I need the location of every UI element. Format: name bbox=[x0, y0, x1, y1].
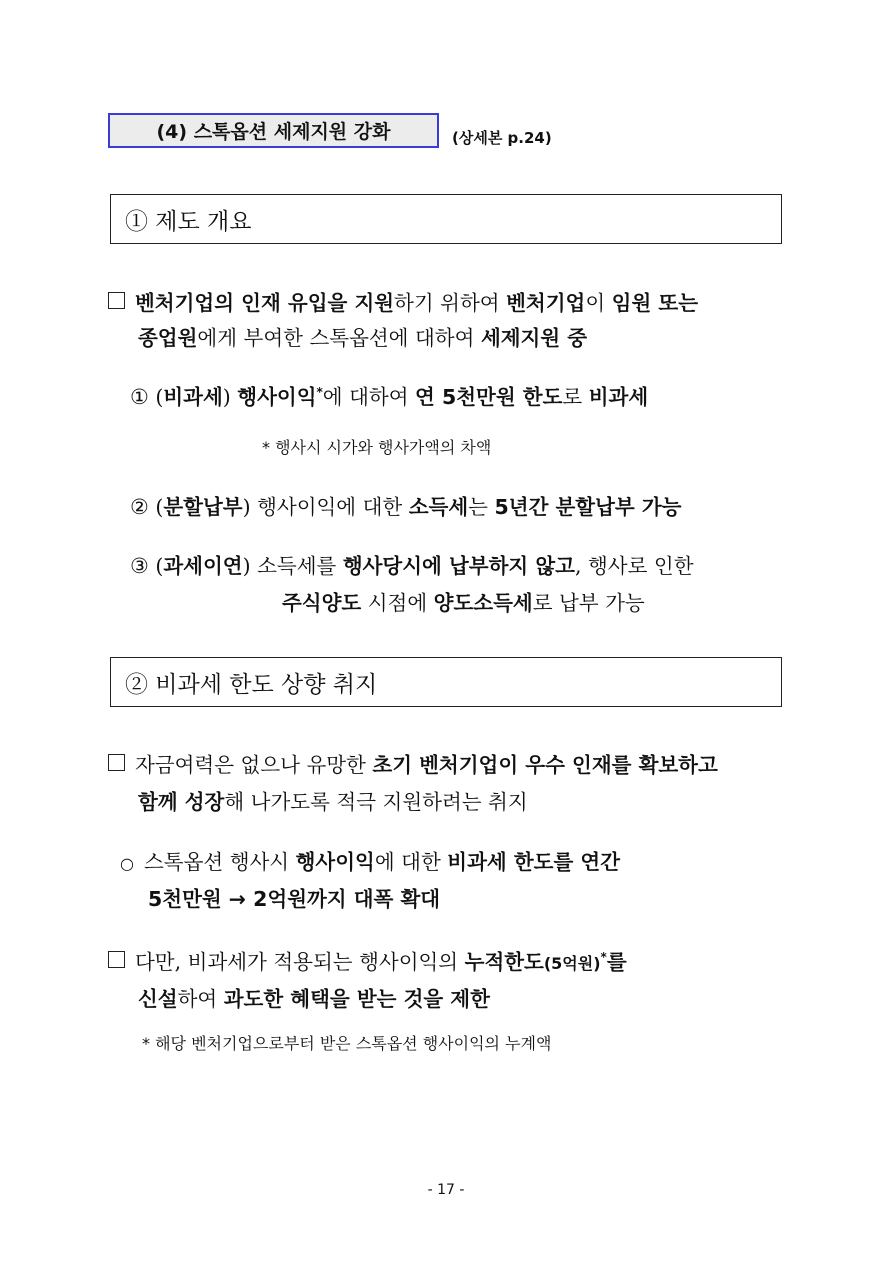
overview-item-deferral-line1: ③ (과세이연) 소득세를 행사당시에 납부하지 않고, 행사로 인한 bbox=[130, 554, 694, 578]
purpose-paragraph-line1: 자금여력은 없으나 유망한 초기 벤처기업이 우수 인재를 확보하고 bbox=[108, 748, 718, 778]
overview-paragraph-line1: 벤처기업의 인재 유입을 지원하기 위하여 벤처기업이 임원 또는 bbox=[108, 286, 698, 316]
checkbox-square-icon bbox=[108, 292, 125, 309]
section-title bbox=[108, 113, 439, 148]
purpose-bullet-line1: ○ 스톡옵션 행사시 행사이익에 대한 비과세 한도를 연간 bbox=[120, 850, 620, 874]
overview-item-installment: ② (분할납부) 행사이익에 대한 소득세는 5년간 분할납부 가능 bbox=[130, 495, 682, 519]
purpose-bullet-line2: 5천만원 → 2억원까지 대폭 확대 bbox=[148, 887, 441, 911]
section-title-text: (4) 스톡옵션 세제지원 강화 bbox=[156, 121, 391, 143]
purpose-heading-box bbox=[110, 657, 782, 707]
purpose-limit-line2: 신설하여 과도한 혜택을 받는 것을 제한 bbox=[138, 987, 490, 1011]
overview-paragraph-line2: 종업원에게 부여한 스톡옵션에 대하여 세제지원 중 bbox=[138, 326, 588, 350]
overview-heading: ① 제도 개요 bbox=[125, 208, 252, 235]
purpose-limit-line1: 다만, 비과세가 적용되는 행사이익의 누적한도(5억원)*를 bbox=[108, 945, 627, 975]
purpose-heading: ② 비과세 한도 상향 취지 bbox=[125, 671, 378, 698]
overview-item1-footnote: * 행사시 시가와 행사가액의 차액 bbox=[262, 438, 492, 457]
checkbox-square-icon bbox=[108, 951, 125, 968]
purpose-paragraph-line2: 함께 성장해 나가도록 적극 지원하려는 취지 bbox=[138, 790, 528, 814]
overview-item-deferral-line2: 주식양도 시점에 양도소득세로 납부 가능 bbox=[282, 591, 645, 615]
overview-item-tax-exempt: ① (비과세) 행사이익*에 대하여 연 5천만원 한도로 비과세 bbox=[130, 385, 649, 409]
purpose-footnote: * 해당 벤처기업으로부터 받은 스톡옵션 행사이익의 누계액 bbox=[142, 1034, 552, 1053]
overview-heading-box bbox=[110, 194, 782, 244]
page-number: - 17 - bbox=[427, 1182, 465, 1198]
circle-bullet-icon: ○ bbox=[120, 854, 134, 873]
checkbox-square-icon bbox=[108, 754, 125, 771]
detail-reference: (상세본 p.24) bbox=[452, 129, 552, 147]
